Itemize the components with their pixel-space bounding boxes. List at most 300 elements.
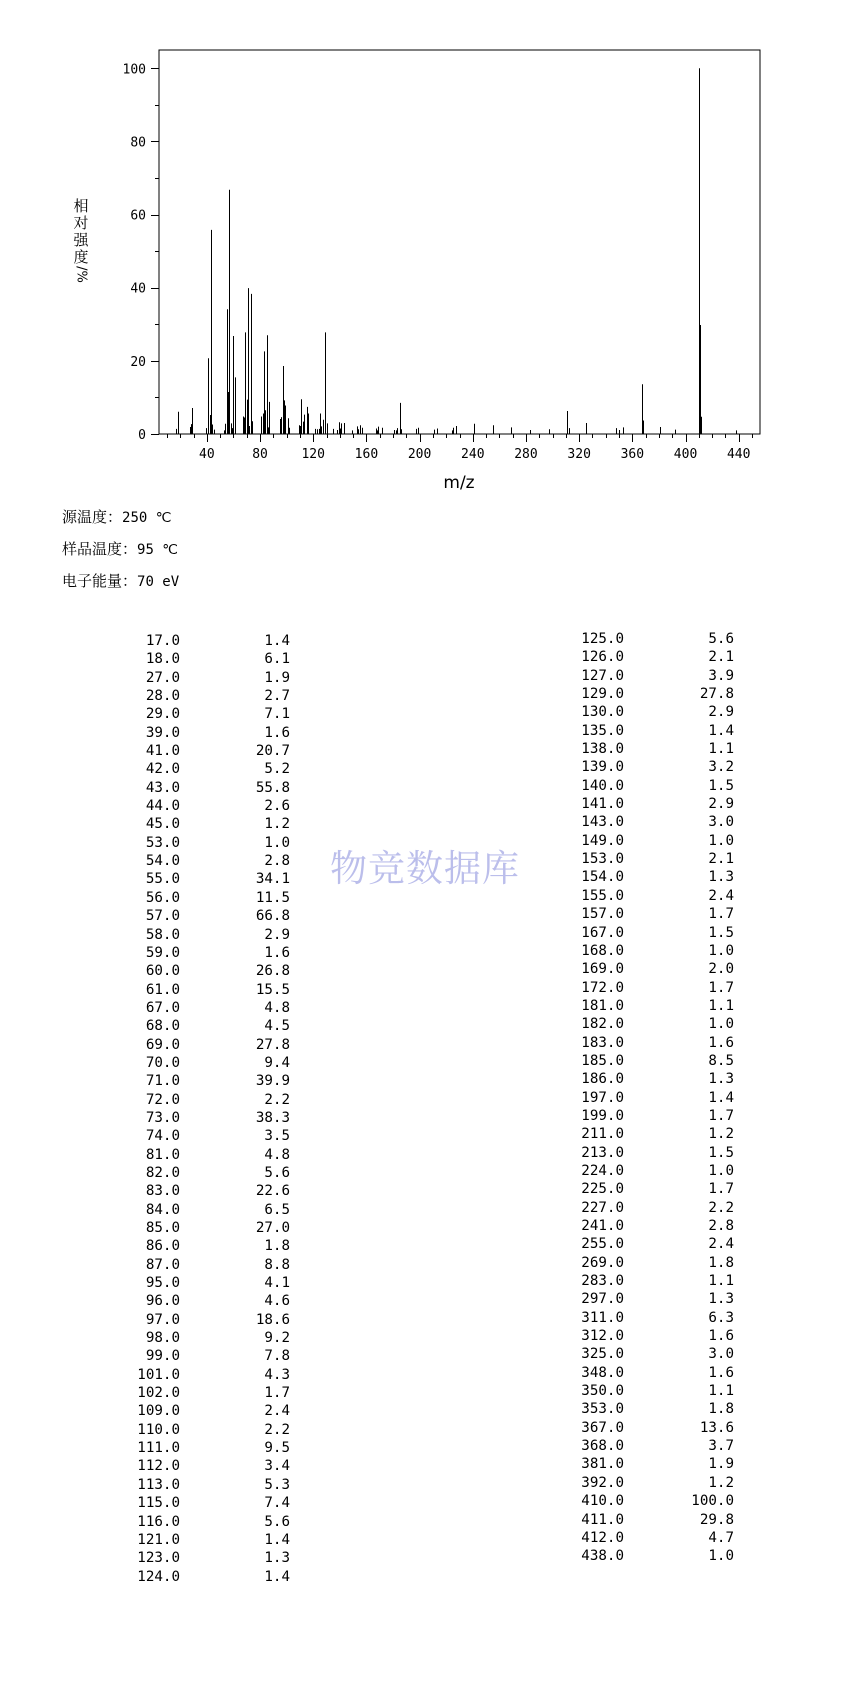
mz-value: 353.0 [581, 1401, 624, 1418]
mz-value: 123.0 [137, 1550, 180, 1567]
mz-value: 115.0 [137, 1495, 180, 1512]
mz-value: 74.0 [145, 1128, 180, 1145]
mz-value: 227.0 [581, 1199, 624, 1216]
mz-value: 143.0 [581, 814, 624, 831]
abundance-value: 2.9 [264, 926, 290, 943]
abundance-value: 2.8 [264, 853, 290, 870]
peak-row [572, 1492, 734, 1510]
mz-value: 43.0 [145, 779, 180, 796]
mz-value: 368.0 [581, 1438, 624, 1455]
abundance-value: 1.8 [708, 1254, 734, 1271]
abundance-value: 2.2 [708, 1199, 734, 1216]
mz-value: 28.0 [145, 688, 180, 705]
peak-row [572, 777, 734, 795]
mz-value: 55.0 [145, 871, 180, 888]
peak-row [128, 1274, 290, 1292]
mz-value: 96.0 [145, 1293, 180, 1310]
peak-row [572, 1199, 734, 1217]
peak-row [128, 724, 290, 742]
peak-row [572, 685, 734, 703]
abundance-value: 1.3 [708, 1291, 734, 1308]
abundance-value: 4.5 [264, 1018, 290, 1035]
peak-row [572, 1089, 734, 1107]
abundance-value: 1.6 [708, 1034, 734, 1051]
abundance-value: 3.0 [708, 1346, 734, 1363]
peak-row [572, 979, 734, 997]
peak-row [572, 740, 734, 758]
mz-value: 82.0 [145, 1164, 180, 1181]
mz-value: 211.0 [581, 1126, 624, 1143]
mz-value: 312.0 [581, 1328, 624, 1345]
y-axis-label-char: /% [73, 266, 89, 283]
peak-row [572, 1254, 734, 1272]
peak-row [128, 1347, 290, 1365]
mz-value: 411.0 [581, 1511, 624, 1528]
x-tick-label: 160 [354, 447, 379, 462]
mz-value: 84.0 [145, 1201, 180, 1218]
abundance-value: 2.9 [708, 796, 734, 813]
mz-value: 69.0 [145, 1036, 180, 1053]
abundance-value: 9.4 [264, 1054, 290, 1071]
peak-row [128, 1513, 290, 1531]
abundance-value: 1.1 [708, 1273, 734, 1290]
abundance-value: 4.6 [264, 1293, 290, 1310]
peak-row [128, 981, 290, 999]
mz-value: 98.0 [145, 1330, 180, 1347]
mz-value: 99.0 [145, 1348, 180, 1365]
peak-row [572, 905, 734, 923]
abundance-value: 1.2 [708, 1474, 734, 1491]
abundance-value: 4.8 [264, 999, 290, 1016]
abundance-value: 4.3 [264, 1366, 290, 1383]
mz-value: 199.0 [581, 1107, 624, 1124]
x-axis-ticks [168, 434, 753, 462]
peak-row [572, 850, 734, 868]
mz-value: 54.0 [145, 853, 180, 870]
abundance-value: 1.4 [708, 722, 734, 739]
mz-value: 58.0 [145, 926, 180, 943]
mz-value: 438.0 [581, 1548, 624, 1565]
y-axis-label [70, 198, 92, 283]
mz-value: 18.0 [145, 651, 180, 668]
peak-row [128, 1201, 290, 1219]
y-axis-label-char: 相 [73, 197, 89, 215]
mz-value: 87.0 [145, 1256, 180, 1273]
mz-value: 97.0 [145, 1311, 180, 1328]
peak-row [128, 1091, 290, 1109]
peak-row [572, 960, 734, 978]
mz-value: 110.0 [137, 1421, 180, 1438]
mz-value: 381.0 [581, 1456, 624, 1473]
abundance-value: 3.0 [708, 814, 734, 831]
abundance-value: 27.8 [699, 686, 734, 703]
x-tick-label: 400 [673, 447, 698, 462]
peak-row [128, 1439, 290, 1457]
mz-value: 255.0 [581, 1236, 624, 1253]
mz-value: 269.0 [581, 1254, 624, 1271]
mz-value: 197.0 [581, 1089, 624, 1106]
peak-row [572, 1180, 734, 1198]
mz-value: 325.0 [581, 1346, 624, 1363]
peak-table-right [572, 630, 734, 1566]
peak-row [128, 1568, 290, 1586]
abundance-value: 2.0 [708, 961, 734, 978]
mz-value: 185.0 [581, 1052, 624, 1069]
mz-value: 17.0 [145, 633, 180, 649]
mz-value: 139.0 [581, 759, 624, 776]
mz-value: 126.0 [581, 649, 624, 666]
peak-row [572, 1547, 734, 1565]
mz-value: 140.0 [581, 777, 624, 794]
abundance-value: 1.0 [708, 832, 734, 849]
mz-value: 410.0 [581, 1493, 624, 1510]
mz-value: 111.0 [137, 1440, 180, 1457]
sample-temperature [62, 538, 178, 559]
peak-row [572, 648, 734, 666]
abundance-value: 2.6 [264, 798, 290, 815]
abundance-value: 3.9 [708, 667, 734, 684]
abundance-value: 18.6 [255, 1311, 290, 1328]
abundance-value: 38.3 [255, 1109, 290, 1126]
mz-value: 224.0 [581, 1162, 624, 1179]
peak-row [572, 868, 734, 886]
abundance-value: 6.5 [264, 1201, 290, 1218]
x-tick-label: 360 [620, 447, 645, 462]
condition-value: 250 ℃ [122, 510, 172, 526]
abundance-value: 4.8 [264, 1146, 290, 1163]
mz-value: 241.0 [581, 1218, 624, 1234]
abundance-value: 1.0 [264, 834, 290, 851]
y-axis-ticks [123, 62, 159, 443]
mz-value: 153.0 [581, 851, 624, 868]
abundance-value: 5.6 [708, 631, 734, 647]
peak-row [572, 1107, 734, 1125]
peak-row [572, 1125, 734, 1143]
plot-frame [159, 50, 760, 434]
mz-value: 367.0 [581, 1419, 624, 1436]
abundance-value: 2.2 [264, 1091, 290, 1108]
peak-row [128, 1072, 290, 1090]
abundance-value: 8.8 [264, 1256, 290, 1273]
abundance-value: 1.7 [708, 1107, 734, 1124]
peak-row [572, 1015, 734, 1033]
mz-value: 53.0 [145, 834, 180, 851]
peak-row [128, 1457, 290, 1475]
peak-row [128, 1036, 290, 1054]
abundance-value: 2.4 [708, 887, 734, 904]
mz-value: 186.0 [581, 1071, 624, 1088]
abundance-value: 2.2 [264, 1421, 290, 1438]
abundance-value: 8.5 [708, 1052, 734, 1069]
peak-row [128, 687, 290, 705]
peak-row [128, 852, 290, 870]
mz-value: 83.0 [145, 1183, 180, 1200]
mz-value: 130.0 [581, 704, 624, 721]
mz-value: 172.0 [581, 979, 624, 996]
abundance-value: 1.8 [708, 1401, 734, 1418]
mz-value: 45.0 [145, 816, 180, 833]
abundance-value: 22.6 [255, 1183, 290, 1200]
peak-row [572, 942, 734, 960]
peak-row [572, 887, 734, 905]
abundance-value: 7.8 [264, 1348, 290, 1365]
peak-row [128, 1311, 290, 1329]
mz-value: 41.0 [145, 743, 180, 760]
mass-spectrum-chart [0, 0, 848, 500]
peak-row [572, 1511, 734, 1529]
abundance-value: 1.5 [708, 777, 734, 794]
peak-row [572, 722, 734, 740]
x-tick-label: 40 [199, 447, 215, 462]
peak-row [128, 999, 290, 1017]
peak-row [128, 1182, 290, 1200]
x-tick-label: 200 [407, 447, 432, 462]
mz-value: 225.0 [581, 1181, 624, 1198]
y-tick-label: 40 [130, 281, 146, 297]
y-axis-label-char: 度 [73, 248, 89, 266]
peak-row [128, 1054, 290, 1072]
condition-value: 70 eV [137, 574, 180, 590]
abundance-value: 5.2 [264, 761, 290, 778]
peak-row [128, 1421, 290, 1439]
mz-value: 27.0 [145, 669, 180, 686]
abundance-value: 3.2 [708, 759, 734, 776]
mz-value: 116.0 [137, 1513, 180, 1530]
x-tick-label: 280 [514, 447, 538, 462]
y-tick-label: 100 [122, 62, 146, 78]
mz-value: 29.0 [145, 706, 180, 723]
peak-row [572, 1272, 734, 1290]
peak-row [572, 1419, 734, 1437]
abundance-value: 1.3 [708, 1071, 734, 1088]
abundance-value: 20.7 [255, 743, 290, 760]
abundance-value: 1.2 [708, 1126, 734, 1143]
mz-value: 68.0 [145, 1018, 180, 1035]
abundance-value: 1.4 [708, 1089, 734, 1106]
x-axis-label: m/z [443, 473, 475, 493]
mz-value: 167.0 [581, 924, 624, 941]
mz-value: 109.0 [137, 1403, 180, 1420]
mz-value: 101.0 [137, 1366, 180, 1383]
abundance-value: 9.5 [264, 1440, 290, 1457]
x-tick-label: 120 [301, 447, 325, 462]
mz-value: 81.0 [145, 1146, 180, 1163]
mz-value: 102.0 [137, 1385, 180, 1402]
peak-row [572, 795, 734, 813]
peak-row [572, 1162, 734, 1180]
y-tick-label: 20 [130, 354, 146, 370]
y-axis-label-char: 对 [73, 214, 89, 232]
peak-row [572, 1437, 734, 1455]
abundance-value: 1.7 [708, 1181, 734, 1198]
mz-value: 138.0 [581, 741, 624, 758]
abundance-value: 2.7 [264, 688, 290, 705]
mz-value: 129.0 [581, 686, 624, 703]
abundance-value: 1.9 [708, 1456, 734, 1473]
mz-value: 42.0 [145, 761, 180, 778]
condition-label: 样品温度： [62, 540, 138, 558]
peak-row [128, 870, 290, 888]
peak-row [128, 926, 290, 944]
abundance-value: 15.5 [255, 981, 290, 998]
abundance-value: 1.0 [708, 942, 734, 959]
mz-value: 348.0 [581, 1364, 624, 1381]
spectrum-peaks [177, 68, 737, 434]
peak-row [128, 1017, 290, 1035]
peak-row [128, 1366, 290, 1384]
abundance-value: 29.8 [699, 1511, 734, 1528]
abundance-value: 4.1 [264, 1275, 290, 1292]
peak-row [128, 742, 290, 760]
peak-row [128, 650, 290, 668]
peak-row [572, 1327, 734, 1345]
abundance-value: 39.9 [255, 1073, 290, 1090]
peak-row [128, 889, 290, 907]
abundance-value: 5.6 [264, 1164, 290, 1181]
condition-label: 源温度： [62, 508, 123, 526]
mz-value: 60.0 [145, 963, 180, 980]
mz-value: 124.0 [137, 1568, 180, 1585]
abundance-value: 5.6 [264, 1513, 290, 1530]
abundance-value: 1.7 [708, 906, 734, 923]
peak-row [128, 1476, 290, 1494]
peak-row [128, 1146, 290, 1164]
abundance-value: 34.1 [255, 871, 290, 888]
abundance-value: 1.8 [264, 1238, 290, 1255]
peak-row [128, 1256, 290, 1274]
abundance-value: 5.3 [264, 1476, 290, 1493]
peak-row [572, 813, 734, 831]
mz-value: 121.0 [137, 1531, 180, 1548]
peak-row [128, 1402, 290, 1420]
abundance-value: 66.8 [255, 908, 290, 925]
abundance-value: 1.7 [264, 1385, 290, 1402]
mz-value: 112.0 [137, 1458, 180, 1475]
peak-row [572, 1217, 734, 1235]
abundance-value: 1.0 [708, 1162, 734, 1179]
peak-row [572, 1455, 734, 1473]
peak-row [572, 1345, 734, 1363]
abundance-value: 3.5 [264, 1128, 290, 1145]
mz-value: 213.0 [581, 1144, 624, 1161]
y-axis-label-char: 强 [73, 231, 89, 249]
mz-value: 71.0 [145, 1073, 180, 1090]
abundance-value: 26.8 [255, 963, 290, 980]
mz-value: 67.0 [145, 999, 180, 1016]
mz-value: 169.0 [581, 961, 624, 978]
abundance-value: 1.6 [264, 944, 290, 961]
peak-row [128, 962, 290, 980]
peak-row [572, 1400, 734, 1418]
peak-row [128, 797, 290, 815]
mz-value: 95.0 [145, 1275, 180, 1292]
mz-value: 39.0 [145, 724, 180, 741]
mz-value: 149.0 [581, 832, 624, 849]
mz-value: 73.0 [145, 1109, 180, 1126]
peak-row [572, 832, 734, 850]
abundance-value: 1.6 [708, 1364, 734, 1381]
abundance-value: 1.4 [264, 633, 290, 649]
abundance-value: 1.5 [708, 924, 734, 941]
mz-value: 57.0 [145, 908, 180, 925]
abundance-value: 2.8 [708, 1218, 734, 1234]
peak-row [572, 1052, 734, 1070]
peak-table-left [128, 632, 290, 1586]
peak-row [572, 1474, 734, 1492]
mz-value: 85.0 [145, 1220, 180, 1236]
abundance-value: 1.9 [264, 669, 290, 686]
peak-row [572, 1309, 734, 1327]
peak-row [128, 760, 290, 778]
abundance-value: 3.7 [708, 1438, 734, 1455]
peak-row [572, 1529, 734, 1547]
mz-value: 350.0 [581, 1383, 624, 1400]
condition-label: 电子能量： [62, 572, 138, 590]
mz-value: 113.0 [137, 1476, 180, 1493]
peak-row [572, 1034, 734, 1052]
peak-row [128, 705, 290, 723]
abundance-value: 1.1 [708, 741, 734, 758]
mz-value: 412.0 [581, 1529, 624, 1546]
peak-row [128, 779, 290, 797]
peak-row [128, 907, 290, 925]
peak-row [128, 834, 290, 852]
mz-value: 154.0 [581, 869, 624, 886]
x-tick-label: 80 [252, 447, 268, 462]
peak-row [572, 1235, 734, 1253]
abundance-value: 4.7 [708, 1529, 734, 1546]
abundance-value: 3.4 [264, 1458, 290, 1475]
mz-value: 168.0 [581, 942, 624, 959]
abundance-value: 6.3 [708, 1309, 734, 1326]
peak-row [572, 1382, 734, 1400]
peak-row [572, 1070, 734, 1088]
mz-value: 70.0 [145, 1054, 180, 1071]
peak-row [572, 758, 734, 776]
mz-value: 72.0 [145, 1091, 180, 1108]
abundance-value: 1.1 [708, 1383, 734, 1400]
abundance-value: 2.9 [708, 704, 734, 721]
abundance-value: 7.1 [264, 706, 290, 723]
peak-row [128, 1531, 290, 1549]
mz-value: 56.0 [145, 889, 180, 906]
peak-row [128, 1219, 290, 1237]
abundance-value: 1.6 [264, 724, 290, 741]
abundance-value: 2.1 [708, 851, 734, 868]
abundance-value: 1.4 [264, 1568, 290, 1585]
mz-value: 297.0 [581, 1291, 624, 1308]
mz-value: 183.0 [581, 1034, 624, 1051]
abundance-value: 11.5 [255, 889, 290, 906]
mz-value: 59.0 [145, 944, 180, 961]
peak-row [128, 1292, 290, 1310]
abundance-value: 9.2 [264, 1330, 290, 1347]
abundance-value: 13.6 [699, 1419, 734, 1436]
abundance-value: 2.4 [264, 1403, 290, 1420]
peak-row [128, 1549, 290, 1567]
y-tick-label: 0 [138, 428, 146, 443]
y-tick-label: 80 [130, 135, 146, 151]
abundance-value: 27.8 [255, 1036, 290, 1053]
mz-value: 182.0 [581, 1016, 624, 1033]
mz-value: 311.0 [581, 1309, 624, 1326]
electron-energy [62, 570, 179, 591]
abundance-value: 1.1 [708, 997, 734, 1014]
abundance-value: 1.4 [264, 1531, 290, 1548]
abundance-value: 1.0 [708, 1016, 734, 1033]
abundance-value: 7.4 [264, 1495, 290, 1512]
mz-value: 135.0 [581, 722, 624, 739]
